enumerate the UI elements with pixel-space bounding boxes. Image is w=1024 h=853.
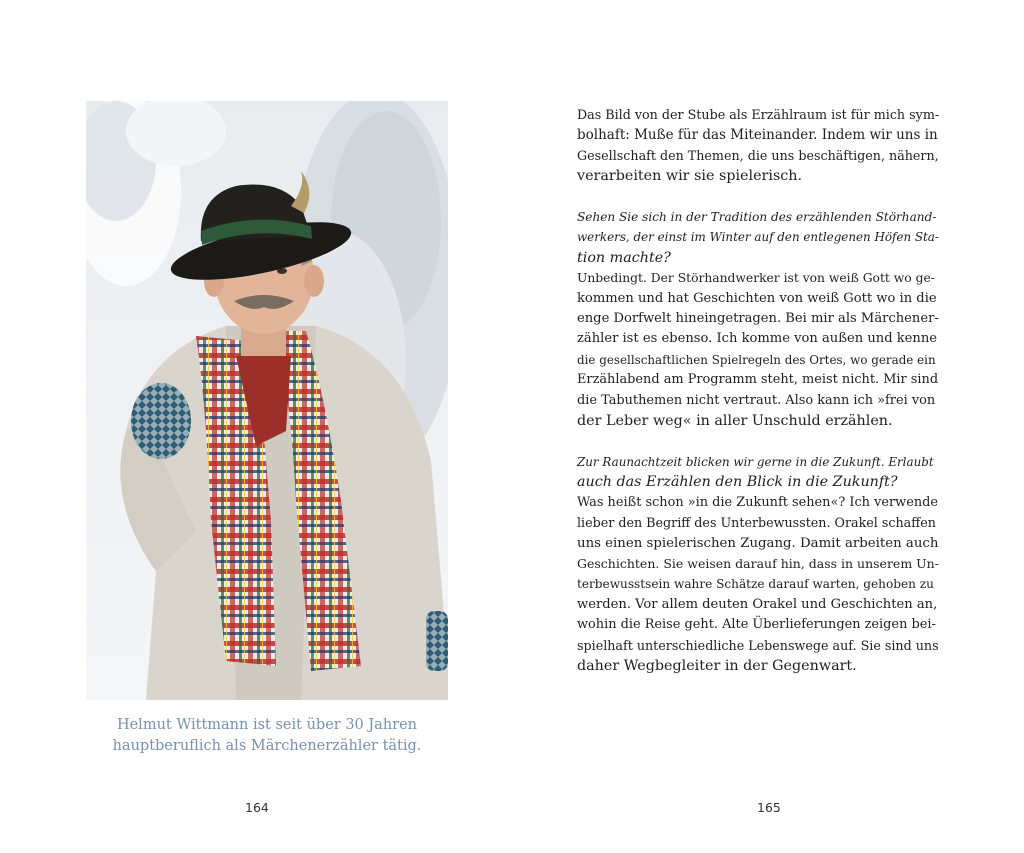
text-line: kommen und hat Geschichten von weiß Gott wo in die [577, 290, 937, 306]
text-line: Was heißt schon »in die Zukunft sehen«? Ich verwende [577, 494, 938, 510]
portrait-photo [86, 101, 448, 700]
interview-question [577, 207, 939, 268]
caption-line: hauptberuflich als Märchenerzähler tätig. [112, 738, 422, 754]
text-line: Sehen Sie sich in der Tradition des erzählenden Störhand- [577, 210, 937, 225]
text-line: die gesellschaftlichen Spielregeln des Ortes, wo gerade ein [577, 352, 936, 367]
text-line: spielhaft unterschiedliche Lebenswege auf. Sie sind uns [577, 637, 939, 653]
text-line: werkers, der einst im Winter auf den entlegenen Höfen Sta- [577, 230, 939, 245]
text-line: lieber den Begriff des Unterbewussten. Orakel schaffen [577, 515, 936, 531]
text-line: tion machte? [577, 249, 671, 266]
text-line: bolhaft: Muße für das Miteinander. Indem wir uns in [577, 127, 938, 144]
text-line: die Tabuthemen nicht vertraut. Also kann ich »frei von [577, 392, 936, 408]
text-line: zähler ist es ebenso. Ich komme von außen und kenne [577, 331, 938, 347]
text-line: werden. Vor allem deuten Orakel und Geschichten an, [577, 596, 938, 612]
text-line: Geschichten. Sie weisen darauf hin, dass in unserem Un- [577, 555, 939, 571]
interview-question [577, 452, 939, 493]
photo-caption [86, 715, 448, 757]
caption-line: Helmut Wittmann ist seit über 30 Jahren [116, 717, 418, 733]
text-line: uns einen spielerischen Zugang. Damit arbeiten auch [577, 535, 939, 551]
text-line: der Leber weg« in aller Unschuld erzählen. [577, 413, 893, 430]
text-line: Das Bild von der Stube als Erzählraum ist für mich sym- [577, 107, 940, 122]
text-line: Zur Raunachtzeit blicken wir gerne in die Zukunft. Erlaubt [577, 454, 934, 469]
portrait-illustration [86, 101, 448, 700]
paragraph [577, 105, 939, 187]
text-line: Gesellschaft den Themen, die uns beschäftigen, nähern, [577, 147, 939, 163]
text-line: terbewusstsein wahre Schätze darauf warten, gehoben zu [577, 577, 934, 592]
interview-text [577, 105, 939, 676]
interview-answer [577, 493, 939, 677]
interview-answer [577, 268, 939, 431]
page-number-right: 165 [757, 800, 781, 815]
page-number-left: 164 [245, 800, 269, 815]
text-line: enge Dorfwelt hineingetragen. Bei mir als Märchener- [577, 311, 939, 327]
text-line: auch das Erzählen den Blick in die Zukunft? [577, 474, 898, 491]
text-line: Unbedingt. Der Störhandwerker ist von weiß Gott wo ge- [577, 271, 935, 286]
text-line: Erzählabend am Programm steht, meist nicht. Mir sind [577, 372, 939, 388]
text-line: wohin die Reise geht. Alte Überlieferungen zeigen bei- [577, 617, 936, 633]
text-line: verarbeiten wir sie spielerisch. [577, 168, 803, 185]
text-line: daher Wegbegleiter in der Gegenwart. [577, 657, 857, 674]
